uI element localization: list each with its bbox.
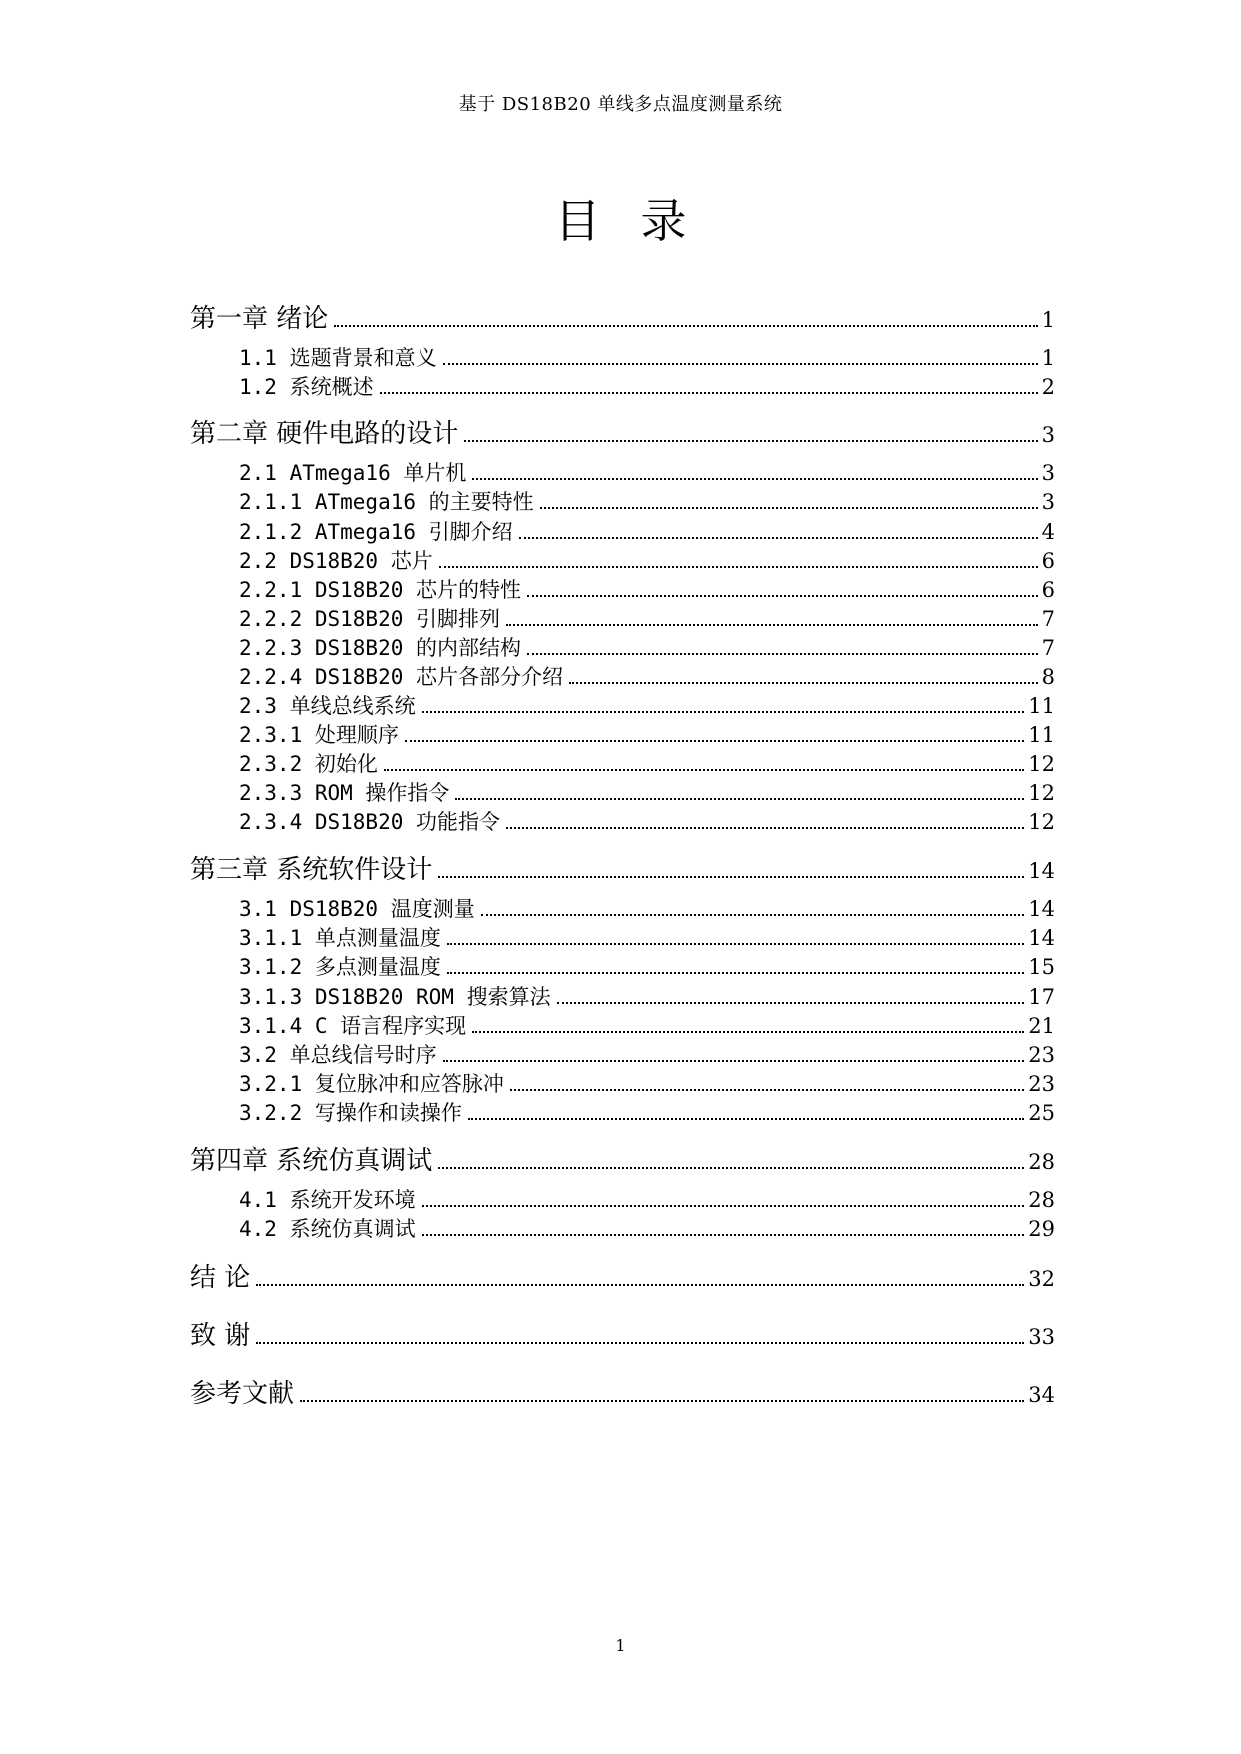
toc-entry-page: 3 bbox=[1041, 490, 1055, 514]
toc-entry-page: 14 bbox=[1028, 897, 1055, 921]
toc-chapter-entry bbox=[190, 1257, 1055, 1294]
dot-leader bbox=[256, 1284, 1024, 1286]
toc-entry-label: 2.2.4 DS18B20 芯片各部分介绍 bbox=[239, 665, 564, 689]
toc-entry-page: 6 bbox=[1041, 549, 1055, 573]
dot-leader bbox=[472, 478, 1037, 480]
toc-entry-label: 3.1.2 多点测量温度 bbox=[239, 955, 441, 979]
toc-chapter-entry bbox=[190, 1140, 1055, 1177]
toc-entry-page: 6 bbox=[1041, 578, 1055, 602]
toc-section-entry bbox=[239, 603, 1055, 633]
toc-entry-label: 2.1 ATmega16 单片机 bbox=[239, 461, 467, 485]
toc-entry-page: 12 bbox=[1028, 810, 1055, 834]
toc-section-entry bbox=[239, 981, 1055, 1011]
dot-leader bbox=[384, 769, 1024, 771]
toc-section-entry bbox=[239, 1184, 1055, 1214]
toc-section-entry bbox=[239, 516, 1055, 546]
toc-entry-page: 23 bbox=[1028, 1072, 1055, 1096]
toc-entry-label: 2.3.2 初始化 bbox=[239, 752, 378, 776]
toc-entry-label: 3.1.1 单点测量温度 bbox=[239, 926, 441, 950]
dot-leader bbox=[510, 1089, 1024, 1091]
toc-entry-page: 29 bbox=[1028, 1217, 1055, 1241]
running-header: 基于 DS18B20 单线多点温度测量系统 bbox=[458, 94, 783, 115]
toc-section-entry bbox=[239, 1213, 1055, 1243]
dot-leader bbox=[422, 1205, 1025, 1207]
toc-entry-label: 结 论 bbox=[190, 1263, 251, 1293]
toc-entry-label: 2.1.2 ATmega16 引脚介绍 bbox=[239, 520, 513, 544]
toc-entry-label: 2.1.1 ATmega16 的主要特性 bbox=[239, 490, 534, 514]
toc-entry-page: 4 bbox=[1041, 520, 1055, 544]
toc-section-entry bbox=[239, 486, 1055, 516]
dot-leader bbox=[256, 1342, 1024, 1344]
toc-entry-label: 1.1 选题背景和意义 bbox=[239, 346, 437, 370]
dot-leader bbox=[447, 943, 1024, 945]
toc-entry-label: 2.3.4 DS18B20 功能指令 bbox=[239, 810, 501, 834]
toc-chapter-entry bbox=[190, 1315, 1055, 1352]
dot-leader bbox=[422, 1234, 1025, 1236]
dot-leader bbox=[506, 624, 1038, 626]
toc-entry-page: 12 bbox=[1028, 781, 1055, 805]
dot-leader bbox=[422, 711, 1025, 713]
toc-section-entry bbox=[239, 922, 1055, 952]
page-number: 1 bbox=[615, 1636, 626, 1655]
dot-leader bbox=[540, 507, 1038, 509]
dot-leader bbox=[334, 325, 1037, 327]
toc-entry-page: 7 bbox=[1041, 607, 1055, 631]
toc-section-entry bbox=[239, 632, 1055, 662]
toc-entry-page: 14 bbox=[1028, 859, 1055, 883]
toc-section-entry bbox=[239, 574, 1055, 604]
dot-leader bbox=[472, 1031, 1024, 1033]
dot-leader bbox=[455, 798, 1024, 800]
toc-entry-label: 4.1 系统开发环境 bbox=[239, 1188, 416, 1212]
dot-leader bbox=[438, 876, 1024, 878]
toc-entry-label: 2.2.3 DS18B20 的内部结构 bbox=[239, 636, 522, 660]
toc-section-entry bbox=[239, 1097, 1055, 1127]
toc-entry-label: 第一章 绪论 bbox=[190, 304, 329, 334]
toc-entry-label: 3.2 单总线信号时序 bbox=[239, 1043, 437, 1067]
dot-leader bbox=[481, 914, 1025, 916]
toc-section-entry bbox=[239, 371, 1055, 401]
dot-leader bbox=[380, 392, 1038, 394]
toc-chapter-entry bbox=[190, 413, 1055, 450]
dot-leader bbox=[443, 1060, 1025, 1062]
dot-leader bbox=[447, 972, 1024, 974]
toc-section-entry bbox=[239, 1010, 1055, 1040]
dot-leader bbox=[569, 682, 1038, 684]
toc-chapter-entry bbox=[190, 1373, 1055, 1410]
toc-entry-page: 2 bbox=[1041, 375, 1055, 399]
toc-entry-label: 1.2 系统概述 bbox=[239, 375, 374, 399]
toc-chapter-entry bbox=[190, 849, 1055, 886]
toc-entry-label: 2.3.1 处理顺序 bbox=[239, 723, 399, 747]
toc-entry-label: 3.2.1 复位脉冲和应答脉冲 bbox=[239, 1072, 504, 1096]
toc-entry-page: 11 bbox=[1028, 723, 1055, 747]
toc-section-entry bbox=[239, 777, 1055, 807]
toc-entry-page: 34 bbox=[1028, 1383, 1055, 1407]
toc-entry-page: 7 bbox=[1041, 636, 1055, 660]
toc-section-entry bbox=[239, 806, 1055, 836]
toc-entry-label: 第三章 系统软件设计 bbox=[190, 855, 433, 885]
toc-entry-page: 14 bbox=[1028, 926, 1055, 950]
dot-leader bbox=[527, 653, 1038, 655]
toc-entry-page: 15 bbox=[1028, 955, 1055, 979]
toc-entry-label: 第二章 硬件电路的设计 bbox=[190, 419, 459, 449]
toc-section-entry bbox=[239, 661, 1055, 691]
toc-section-entry bbox=[239, 1068, 1055, 1098]
toc-entry-label: 2.3.3 ROM 操作指令 bbox=[239, 781, 450, 805]
toc-entry-label: 3.1 DS18B20 温度测量 bbox=[239, 897, 475, 921]
dot-leader bbox=[519, 537, 1038, 539]
dot-leader bbox=[464, 440, 1037, 442]
dot-leader bbox=[300, 1400, 1024, 1402]
toc-entry-label: 参考文献 bbox=[190, 1379, 295, 1409]
toc-heading: 目录 bbox=[554, 194, 727, 248]
toc-entry-label: 2.2.2 DS18B20 引脚排列 bbox=[239, 607, 501, 631]
toc-entry-label: 3.2.2 写操作和读操作 bbox=[239, 1101, 462, 1125]
toc-section-entry bbox=[239, 748, 1055, 778]
toc-entry-page: 23 bbox=[1028, 1043, 1055, 1067]
toc-section-entry bbox=[239, 545, 1055, 575]
toc-entry-label: 4.2 系统仿真调试 bbox=[239, 1217, 416, 1241]
toc-entry-label: 致 谢 bbox=[190, 1321, 251, 1351]
toc-entry-page: 1 bbox=[1041, 346, 1055, 370]
dot-leader bbox=[468, 1118, 1024, 1120]
dot-leader bbox=[527, 595, 1038, 597]
toc-entry-label: 2.2 DS18B20 芯片 bbox=[239, 549, 433, 573]
toc-entry-label: 3.1.3 DS18B20 ROM 搜索算法 bbox=[239, 985, 551, 1009]
toc-entry-page: 28 bbox=[1028, 1150, 1055, 1174]
toc-section-entry bbox=[239, 457, 1055, 487]
toc-entry-page: 33 bbox=[1028, 1325, 1055, 1349]
toc-entry-page: 1 bbox=[1041, 308, 1055, 332]
toc-section-entry bbox=[239, 719, 1055, 749]
toc-section-entry bbox=[239, 1039, 1055, 1069]
toc-entry-label: 3.1.4 C 语言程序实现 bbox=[239, 1014, 467, 1038]
toc-entry-page: 12 bbox=[1028, 752, 1055, 776]
toc-entry-label: 第四章 系统仿真调试 bbox=[190, 1146, 433, 1176]
toc-entry-page: 21 bbox=[1028, 1014, 1055, 1038]
dot-leader bbox=[443, 363, 1038, 365]
toc-entry-page: 3 bbox=[1041, 423, 1055, 447]
toc-section-entry bbox=[239, 690, 1055, 720]
toc-chapter-entry bbox=[190, 298, 1055, 335]
toc-entry-label: 2.3 单线总线系统 bbox=[239, 694, 416, 718]
dot-leader bbox=[405, 740, 1024, 742]
toc-entry-page: 32 bbox=[1028, 1267, 1055, 1291]
dot-leader bbox=[557, 1002, 1025, 1004]
dot-leader bbox=[439, 566, 1038, 568]
toc-section-entry bbox=[239, 893, 1055, 923]
toc-entry-page: 17 bbox=[1028, 985, 1055, 1009]
dot-leader bbox=[506, 827, 1024, 829]
toc-section-entry bbox=[239, 342, 1055, 372]
toc-entry-page: 8 bbox=[1041, 665, 1055, 689]
toc-section-entry bbox=[239, 951, 1055, 981]
dot-leader bbox=[438, 1167, 1024, 1169]
toc-entry-page: 28 bbox=[1028, 1188, 1055, 1212]
toc-entry-page: 3 bbox=[1041, 461, 1055, 485]
toc-entry-page: 11 bbox=[1028, 694, 1055, 718]
toc-entry-page: 25 bbox=[1028, 1101, 1055, 1125]
toc-entry-label: 2.2.1 DS18B20 芯片的特性 bbox=[239, 578, 522, 602]
